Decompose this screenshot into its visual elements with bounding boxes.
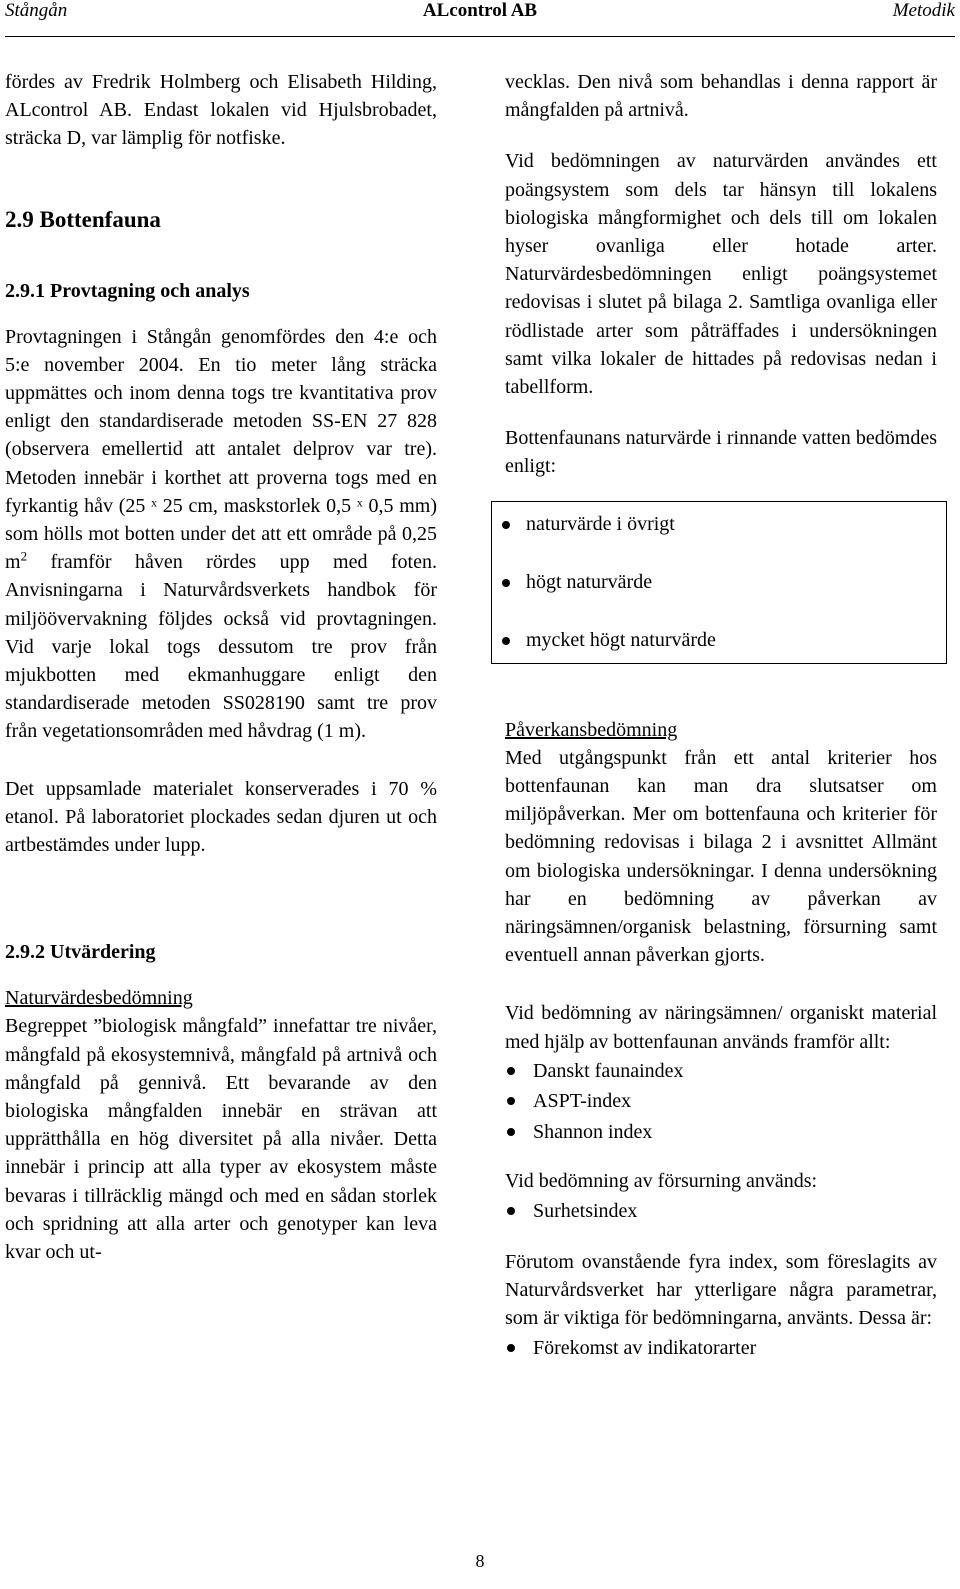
box-item: naturvärde i övrigt bbox=[492, 510, 946, 539]
konservering-paragraph: Det uppsamlade materialet konserverades i 70 % etanol. På laboratoriet plockades sedan djuren ut och artbestämdes under lupp. bbox=[5, 777, 437, 857]
paverkan-paragraph: Med utgångspunkt från ett antal kriterier hos bottenfaunan kan man dra slutsatser om miljöpåverkan. Mer om bottenfauna och kriterier för bedömning redovisas i bilaga 2 i avsnittet Allmänt om biologiska undersökningar. I denna undersökning har en bedömning av påverkan av näringsämnen/organisk belastning, försurning samt eventuell annan påverkan gjorts. bbox=[505, 746, 937, 967]
header-left: Stångån bbox=[5, 0, 68, 21]
naturvarde-classes-box bbox=[491, 501, 947, 664]
forsurning-paragraph: Vid bedömning av försurning används: bbox=[505, 1170, 818, 1193]
list-item: Surhetsindex bbox=[505, 1196, 937, 1227]
header-right: Metodik bbox=[892, 0, 955, 21]
page-header bbox=[5, 0, 955, 37]
box-item: högt naturvärde bbox=[492, 568, 946, 597]
superscript-2: 2 bbox=[20, 548, 28, 564]
header-center: ALcontrol AB bbox=[422, 0, 538, 21]
provtagning-paragraph bbox=[5, 323, 437, 746]
subsection-heading-provtagning: 2.9.1 Provtagning och analys bbox=[5, 279, 250, 302]
bedomdes-paragraph: Bottenfaunans naturvärde i rinnande vatten bedömdes enligt: bbox=[505, 427, 937, 478]
box-item: mycket högt naturvärde bbox=[492, 626, 946, 655]
naturvarde-paragraph: Begreppet ”biologisk mångfald” innefattar tre nivåer, mångfald på ekosystemnivå, mångfald på artnivå och mångfald på gennivå. Ett bevarande av den biologiska mångfalden innebär en strävan att upprätthålla en hög diversitet på alla nivåer. Detta innebär i princip att alla typer av ekosystem måste bevaras i tillräcklig mängd och med en sådan storlek och spridning att alla arter och genotyper kan leva kvar och ut- bbox=[5, 1015, 437, 1264]
page-number: 8 bbox=[475, 1551, 485, 1571]
subsection-heading-utvardering: 2.9.2 Utvärdering bbox=[5, 941, 156, 964]
forutom-paragraph: Förutom ovanstående fyra index, som föreslagits av Naturvårdsverket har ytterligare några parametrar, som är viktiga för bedömningarna, använts. Dessa är: bbox=[505, 1251, 937, 1330]
section-heading-bottenfauna: 2.9 Bottenfauna bbox=[5, 206, 161, 232]
provtagning-text-b: framför håven rördes upp med foten. Anvisningarna i Naturvårdsverkets handbok för miljöövervakning följdes också vid provtagningen. Vid varje lokal togs dessutom tre prov från mjukbotten med ekmanhuggare enligt den standardiserade metoden SS028190 samt tre prov från vegetationsområden med håvdrag (1 m). bbox=[5, 551, 437, 743]
intro-paragraph: fördes av Fredrik Holmberg och Elisabeth Hilding, ALcontrol AB. Endast lokalen vid Hjulsbrobadet, sträcka D, var lämplig för notfiske. bbox=[5, 71, 437, 150]
right-column bbox=[505, 68, 937, 1363]
paverkan-heading: Påverkansbedömning bbox=[505, 718, 678, 741]
continuation-paragraph: vecklas. Den nivå som behandlas i denna rapport är mångfalden på artnivå. bbox=[505, 71, 937, 122]
left-column bbox=[5, 68, 437, 1266]
provtagning-text-a: Provtagningen i Stångån genomfördes den 4:e och 5:e november 2004. En tio meter lång sträcka uppmättes och inom denna togs tre kvantitativa prov enligt den standardiserade metoden SS-EN 27 828 (observera emellertid att antalet delprov var tre). Metoden innebär i korthet att proverna togs med en fyrkantig håv (25 ˣ 25 cm, maskstorlek 0,5 ˣ 0,5 mm) som hölls mot botten under det att ett område på 0,25 m bbox=[5, 325, 437, 574]
naringsamnen-paragraph: Vid bedömning av näringsämnen/ organiskt material med hjälp av bottenfaunan används framför allt: bbox=[505, 1002, 937, 1053]
naturvarde-heading: Naturvärdesbedömning bbox=[5, 987, 193, 1010]
list-item: Danskt faunaindex bbox=[505, 1056, 937, 1087]
poangsystem-paragraph: Vid bedömningen av naturvärden användes ett poängsystem som dels tar hänsyn till lokalens biologiska mångformighet och dels till om lokalen hyser ovanliga eller hotade arter. Naturvärdesbedömningen enligt poängsystemet redovisas i slutet på bilaga 2. Samtliga ovanliga eller rödlistade arter som påträffades i undersökningen samt vilka lokaler de hittades på redovisas nedan i tabellform. bbox=[505, 150, 937, 399]
forsurning-list bbox=[505, 1196, 937, 1227]
index-list bbox=[505, 1056, 937, 1148]
list-item: Shannon index bbox=[505, 1117, 937, 1148]
list-item: ASPT-index bbox=[505, 1086, 937, 1117]
parameter-list bbox=[505, 1333, 937, 1364]
list-item: Förekomst av indikatorarter bbox=[505, 1333, 937, 1364]
